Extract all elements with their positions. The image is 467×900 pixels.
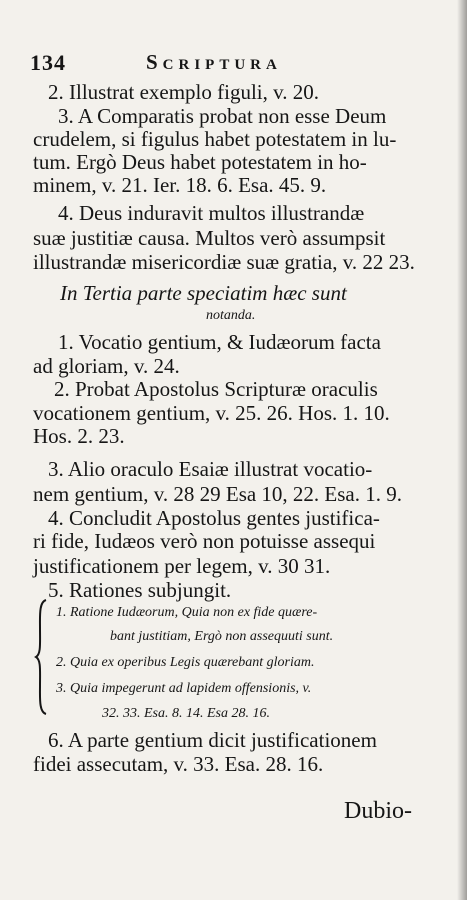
- text-line: crudelem, si figulus habet potestatem in lu-: [33, 127, 397, 151]
- text-line: 2. Probat Apostolus Scripturæ oraculis: [54, 377, 378, 401]
- text-line: 2. Illustrat exemplo figuli, v. 20.: [48, 80, 320, 104]
- text-line: 3. A Comparatis probat non esse Deum: [58, 104, 387, 128]
- text-line: suæ justitiæ causa. Multos verò assumpsit: [33, 226, 386, 250]
- sub-item: bant justitiam, Ergò non assequuti sunt.: [110, 629, 334, 644]
- text-line: ri fide, Iudæos verò non potuisse assequi: [33, 529, 376, 553]
- text-line: justificationem per legem, v. 30 31.: [33, 554, 331, 578]
- text-line: fidei assecutam, v. 33. Esa. 28. 16.: [33, 752, 324, 776]
- sub-item: 1. Ratione Iudæorum, Quia non ex fide quære-: [56, 605, 318, 620]
- running-title: Scriptura: [146, 50, 282, 74]
- page-number: 134: [30, 50, 66, 75]
- text-line: 6. A parte gentium dicit justificationem: [48, 728, 377, 752]
- text-line: ad gloriam, v. 24.: [33, 354, 180, 378]
- text-line: 4. Concludit Apostolus gentes justifica-: [48, 506, 380, 530]
- text-line: illustrandæ misericordiæ suæ gratia, v. 22 23.: [33, 250, 415, 274]
- sub-item: 2. Quia ex operibus Legis quærebant gloriam.: [56, 655, 315, 670]
- catchword: Dubio-: [344, 798, 412, 824]
- page-header: [30, 50, 440, 76]
- text-line: tum. Ergò Deus habet potestatem in ho-: [33, 150, 367, 174]
- sub-item: 3. Quia impegerunt ad lapidem offensionis, v.: [56, 681, 312, 696]
- text-line: 5. Rationes subjungit.: [48, 578, 232, 602]
- sub-item: 32. 33. Esa. 8. 14. Esa 28. 16.: [102, 706, 270, 721]
- text-line: 1. Vocatio gentium, & Iudæorum facta: [58, 330, 381, 354]
- section-heading: In Tertia parte speciatim hæc sunt: [60, 281, 347, 305]
- text-line: minem, v. 21. Ier. 18. 6. Esa. 45. 9.: [33, 173, 327, 197]
- text-line: 3. Alio oraculo Esaiæ illustrat vocatio-: [48, 457, 373, 481]
- section-heading-cont: notanda.: [206, 308, 256, 323]
- text-line: vocationem gentium, v. 25. 26. Hos. 1. 10.: [33, 401, 390, 425]
- text-line: Hos. 2. 23.: [33, 424, 125, 448]
- brace-icon: [34, 598, 50, 716]
- text-line: 4. Deus induravit multos illustrandæ: [58, 201, 365, 225]
- text-line: nem gentium, v. 28 29 Esa 10, 22. Esa. 1. 9.: [33, 482, 403, 506]
